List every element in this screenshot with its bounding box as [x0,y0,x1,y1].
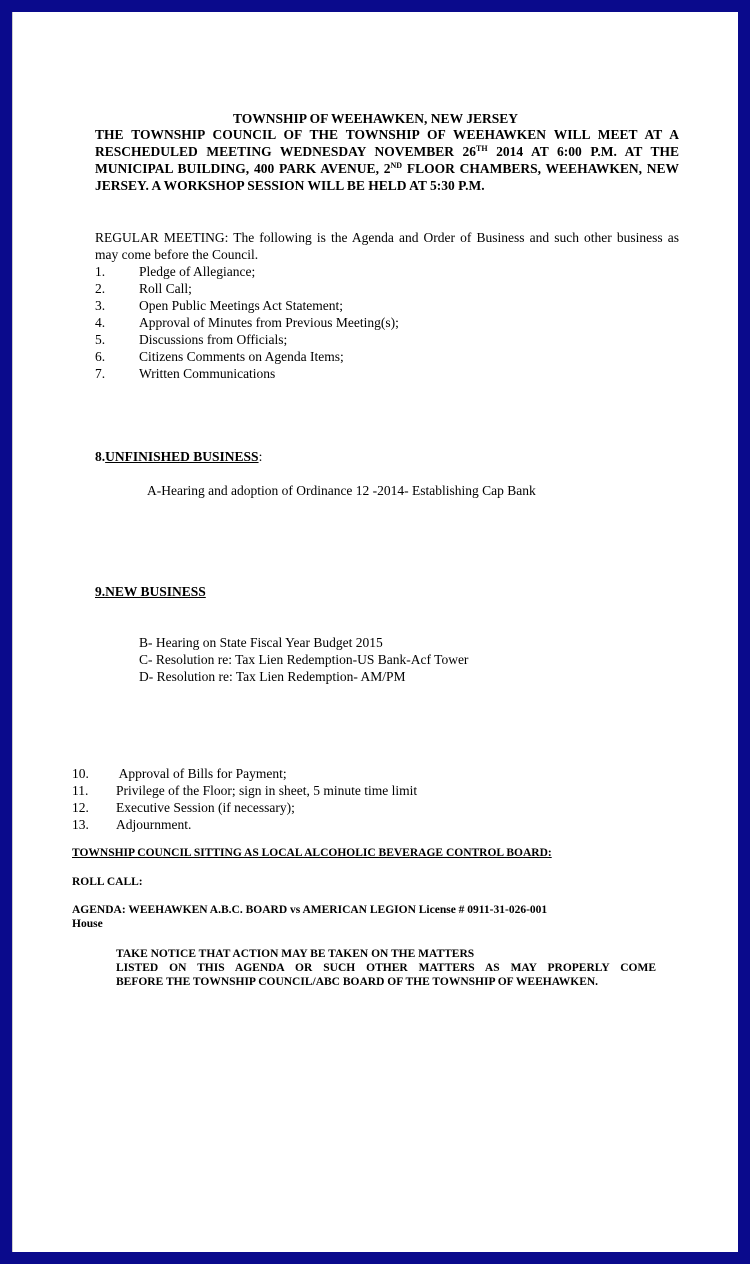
list-item: C- Resolution re: Tax Lien Redemption-US Bank-Acf Tower [139,652,469,667]
item-number: 10. [72,766,89,781]
item-text: Roll Call; [139,281,192,296]
unfinished-number: 8. [95,449,106,464]
item-text: Privilege of the Floor; sign in sheet, 5 minute time limit [116,783,418,798]
new-business-heading: 9.NEW BUSINESS [95,584,206,599]
item-number: 13. [72,817,89,832]
list-item [72,816,656,833]
list-item [72,765,656,782]
item-number: 2. [95,281,106,296]
unfinished-label: UNFINISHED BUSINESS [105,449,259,464]
item-text: Citizens Comments on Agenda Items; [139,349,344,364]
item-text: Open Public Meetings Act Statement; [139,298,343,313]
item-number: 12. [72,800,89,815]
list-item [95,331,679,348]
take-notice-line: BEFORE THE TOWNSHIP COUNCIL/ABC BOARD OF THE TOWNSHIP OF WEEHAWKEN. [116,976,599,988]
take-notice-line: TAKE NOTICE THAT ACTION MAY BE TAKEN ON THE MATTERS [116,948,475,960]
notice-text-3: FLOOR CHAMBERS, WEEHAWKEN, NEW JERSEY. A WORKSHOP SESSION WILL BE HELD AT 5:30 P.M. [95,161,679,193]
item-number: 1. [95,264,106,279]
item-text: Discussions from Officials; [139,332,288,347]
regular-meeting-intro: REGULAR MEETING: The following is the Agenda and Order of Business and such other business as may come before the Council. [95,230,679,262]
list-item: B- Hearing on State Fiscal Year Budget 2015 [139,635,383,650]
item-number: 6. [95,349,106,364]
item-text: Pledge of Allegiance; [139,264,256,279]
list-item [72,799,656,816]
agenda-list [95,263,679,382]
item-text: Approval of Bills for Payment; [116,766,287,781]
abc-agenda: AGENDA: WEEHAWKEN A.B.C. BOARD vs AMERICAN LEGION License # 0911-31-026-001 [72,904,548,916]
list-item [95,348,679,365]
notice-sup-1: TH [476,144,488,153]
notice-sup-2: ND [390,161,403,170]
list-item [95,280,679,297]
item-number: 5. [95,332,106,347]
item-number: 11. [72,783,89,798]
list-item [95,297,679,314]
document-page [12,12,738,1252]
item-text: Written Communications [139,366,276,381]
list-item [72,782,656,799]
abc-heading: TOWNSHIP COUNCIL SITTING AS LOCAL ALCOHOLIC BEVERAGE CONTROL BOARD: [72,847,552,859]
take-notice [116,947,656,989]
notice-text-1: THE TOWNSHIP COUNCIL OF THE TOWNSHIP OF WEEHAWKEN WILL MEET AT A RESCHEDULED MEETING WEDNESDAY NOVEMBER 26 [95,127,679,159]
document-title: TOWNSHIP OF WEEHAWKEN, NEW JERSEY [233,111,518,126]
abc-roll-call: ROLL CALL: [72,876,143,888]
notice-text-2: 2014 AT 6:00 P.M. AT THE MUNICIPAL BUILDING, 400 PARK AVENUE, 2 [95,144,679,176]
list-item: D- Resolution re: Tax Lien Redemption- AM/PM [139,669,406,684]
item-number: 7. [95,366,106,381]
item-text: Adjournment. [116,817,192,832]
take-notice-line: LISTED ON THIS AGENDA OR SUCH OTHER MATTERS AS MAY PROPERLY COME [116,962,656,974]
meeting-notice [95,126,679,194]
list-item [95,365,679,382]
unfinished-colon: : [258,449,263,464]
list-item [95,314,679,331]
item-text: Approval of Minutes from Previous Meeting(s); [139,315,399,330]
closing-list [72,765,656,833]
abc-agenda-cont: House [72,918,103,930]
item-number: 3. [95,298,106,313]
unfinished-item: A-Hearing and adoption of Ordinance 12 -2014- Establishing Cap Bank [147,483,536,498]
new-business-list [139,634,723,685]
list-item [95,263,679,280]
item-text: Executive Session (if necessary); [116,800,295,815]
item-number: 4. [95,315,106,330]
unfinished-business-heading [95,449,262,465]
